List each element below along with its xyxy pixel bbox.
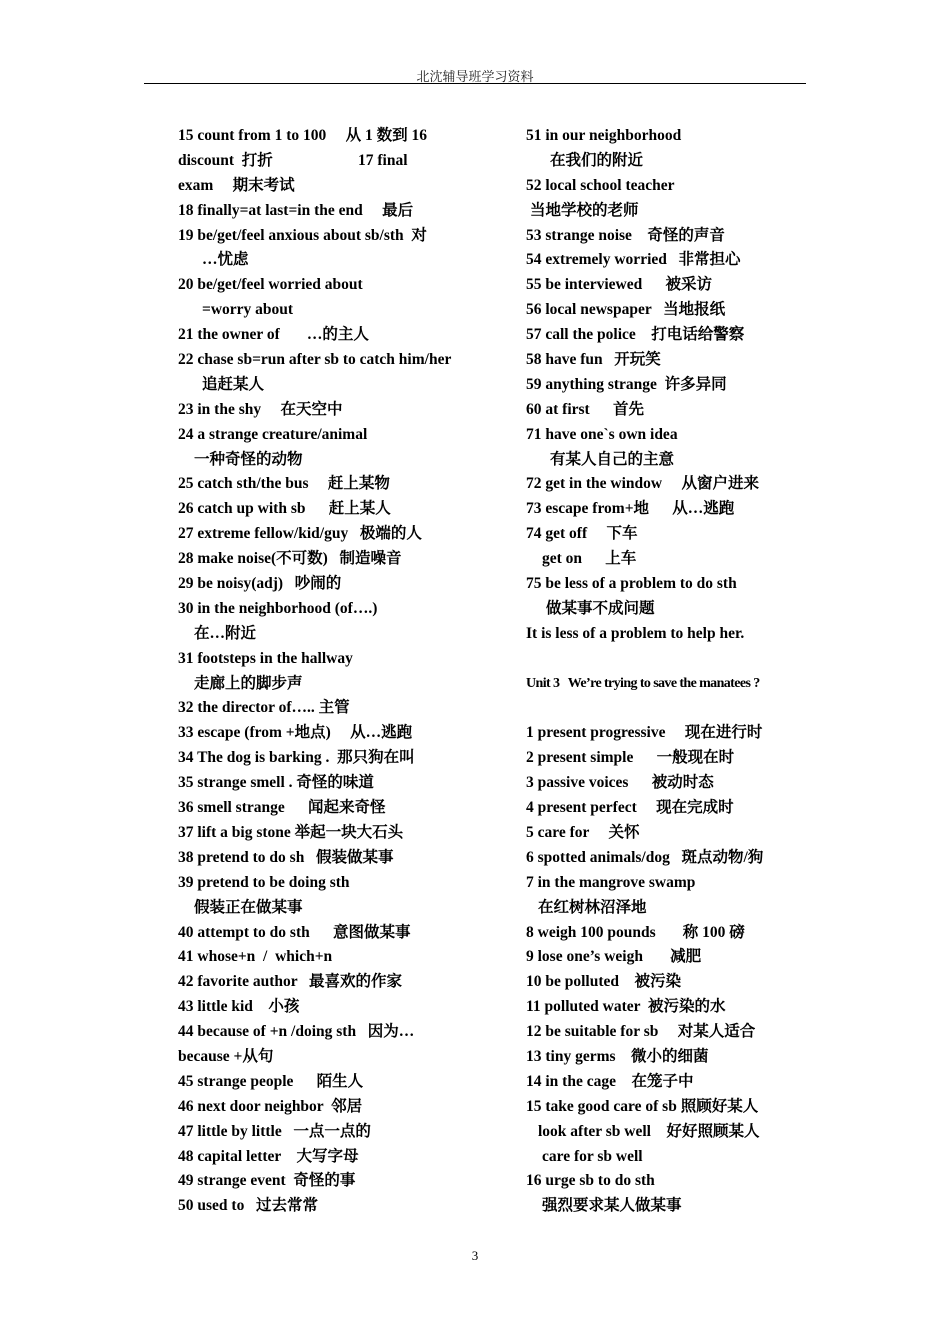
vocab-line: 27 extreme fellow/kid/guy 极端的人 [178,525,422,543]
vocab-line: 60 at first 首先 [526,400,644,418]
vocab-line: 14 in the cage 在笼子中 [526,1072,694,1090]
vocab-line: 55 be interviewed 被采访 [526,276,712,294]
vocab-line: 36 smell strange 闻起来奇怪 [178,799,386,817]
vocab-line: 12 be suitable for sb 对某人适合 [526,1023,756,1041]
vocab-line: 28 make noise(不可数) 制造噪音 [178,550,402,568]
vocab-line: look after sb well 好好照顾某人 [538,1122,760,1140]
page-number: 3 [471,1248,479,1263]
vocab-line: discount 打折 17 final [178,151,408,169]
vocab-line: 10 be polluted 被污染 [526,973,682,991]
vocab-line: 8 weigh 100 pounds 称 100 磅 [526,923,745,941]
vocab-line: 3 passive voices 被动时态 [526,774,714,792]
vocab-line: 强烈要求某人做某事 [542,1197,682,1215]
vocab-line: 49 strange event 奇怪的事 [178,1172,356,1190]
page-header: 北沈辅导班学习资料 [416,69,534,84]
vocab-line: 16 urge sb to do sth [526,1172,655,1190]
vocab-line: 在…附近 [194,624,257,642]
vocab-line: 在红树林沼泽地 [538,898,647,916]
vocab-line: 追赶某人 [202,375,265,393]
vocab-line: 1 present progressive 现在进行时 [526,724,763,742]
vocab-line: 51 in our neighborhood [526,127,682,144]
vocab-line: 7 in the mangrove swamp [526,873,696,891]
vocab-line: 在我们的附近 [550,151,644,169]
vocab-line: 26 catch up with sb 赶上某人 [178,500,391,518]
right-column [526,124,826,1219]
vocab-line: 5 care for 关怀 [526,823,640,841]
vocab-line: 54 extremely worried 非常担心 [526,251,741,269]
vocab-line: 22 chase sb=run after sb to catch him/her [178,351,452,369]
vocab-line: 43 little kid 小孩 [178,998,300,1016]
vocab-line: 2 present simple 一般现在时 [526,749,735,767]
vocab-line: 11 polluted water 被污染的水 [526,998,726,1016]
vocab-line: because +从句 [178,1047,274,1065]
vocab-line: 56 local newspaper 当地报纸 [526,301,726,319]
vocab-line: 有某人自己的主意 [550,450,675,468]
vocab-line: 走廊上的脚步声 [194,674,303,692]
vocab-line: 75 be less of a problem to do sth [526,575,737,593]
vocab-line: 72 get in the window 从窗户进来 [526,475,759,493]
vocab-line: 58 have fun 开玩笑 [526,351,661,369]
vocab-line: 57 call the police 打电话给警察 [526,326,745,344]
header-rule [144,83,806,84]
vocab-line: 当地学校的老师 [530,201,639,219]
vocab-line: 29 be noisy(adj) 吵闹的 [178,575,342,593]
vocab-line: 31 footsteps in the hallway [178,649,353,667]
vocab-line: 39 pretend to be doing sth [178,873,350,891]
vocab-line: 33 escape (from +地点) 从…逃跑 [178,724,413,742]
vocab-line: 34 The dog is barking . 那只狗在叫 [178,749,415,767]
vocab-line: =worry about [202,301,294,319]
vocab-line: 47 little by little 一点一点的 [178,1122,371,1140]
vocab-line: 42 favorite author 最喜欢的作家 [178,973,403,991]
vocab-line: 45 strange people 陌生人 [178,1072,364,1090]
vocab-line: 19 be/get/feel anxious about sb/sth 对 [178,226,427,244]
vocab-line: 40 attempt to do sth 意图做某事 [178,923,411,941]
vocab-line: 50 used to 过去常常 [178,1197,318,1215]
vocab-line: 20 be/get/feel worried about [178,276,363,294]
vocab-line: 46 next door neighbor 邻居 [178,1097,363,1115]
vocab-line: 35 strange smell . 奇怪的味道 [178,774,374,792]
vocab-line: 37 lift a big stone 举起一块大石头 [178,823,404,841]
vocab-line: …忧虑 [202,251,249,269]
vocab-line: 6 spotted animals/dog 斑点动物/狗 [526,848,764,866]
vocab-line: 30 in the neighborhood (of….) [178,599,378,617]
left-column [178,124,478,1219]
vocab-line: 41 whose+n / which+n [178,948,333,966]
blank-line [526,647,826,672]
vocab-line: 24 a strange creature/animal [178,425,368,443]
vocab-line: It is less of a problem to help her. [526,624,745,642]
vocab-line: 74 get off 下车 [526,525,638,543]
blank-line [526,696,826,721]
unit-title: Unit 3 We’re trying to save the manatees ? [526,675,760,691]
vocab-line: 71 have one`s own idea [526,425,678,443]
vocab-line: 做某事不成问题 [546,599,655,617]
vocab-line: 23 in the shy 在天空中 [178,400,343,418]
vocab-line: 9 lose one’s weigh 减肥 [526,948,702,966]
vocab-line: 52 local school teacher [526,176,675,194]
vocab-line: 73 escape from+地 从…逃跑 [526,500,735,518]
vocab-line: 15 take good care of sb 照顾好某人 [526,1097,759,1115]
vocab-line: get on 上车 [542,550,637,568]
vocab-line: 32 the director of….. 主管 [178,699,350,717]
vocab-line: exam 期末考试 [178,176,295,194]
vocab-line: care for sb well [542,1147,643,1165]
vocab-line: 38 pretend to do sh 假装做某事 [178,848,394,866]
vocab-line: 13 tiny germs 微小的细菌 [526,1047,709,1065]
vocab-line: 44 because of +n /doing sth 因为… [178,1023,415,1041]
vocab-line: 18 finally=at last=in the end 最后 [178,201,414,219]
vocab-line: 4 present perfect 现在完成时 [526,799,734,817]
vocab-line: 一种奇怪的动物 [194,450,303,468]
vocab-line: 假装正在做某事 [194,898,303,916]
vocab-line: 15 count from 1 to 100 从 1 数到 16 [178,127,427,144]
vocab-line: 53 strange noise 奇怪的声音 [526,226,725,244]
vocab-line: 59 anything strange 许多异同 [526,375,727,393]
vocab-line: 21 the owner of …的主人 [178,326,369,344]
vocab-line: 25 catch sth/the bus 赶上某物 [178,475,390,493]
vocab-line: 48 capital letter 大写字母 [178,1147,359,1165]
